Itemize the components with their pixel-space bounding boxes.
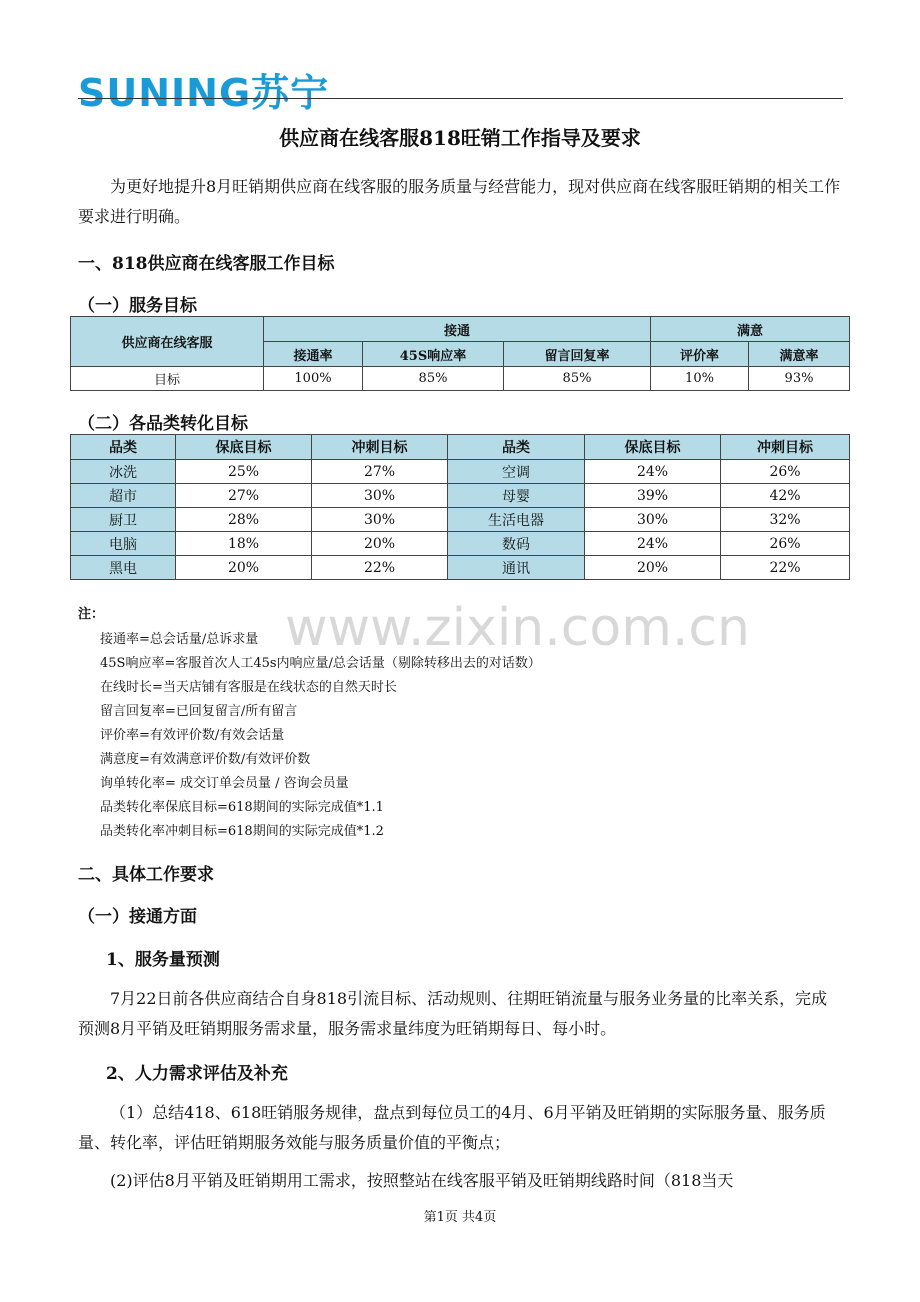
note-line: 满意度=有效满意评价数/有效评价数 xyxy=(100,752,311,767)
service-goals-table xyxy=(70,316,850,391)
table-row xyxy=(71,460,850,484)
table-cell: 30% xyxy=(312,484,448,508)
table-cell: 30% xyxy=(585,508,721,532)
table-cell: 厨卫 xyxy=(71,508,176,532)
table-header: 45S响应率 xyxy=(363,342,504,367)
staffing-heading: 2、人力需求评估及补充 xyxy=(106,1064,288,1084)
table-header: 满意率 xyxy=(749,342,850,367)
watermark: www.zixin.com.cn xyxy=(285,598,750,658)
table-cell: 100% xyxy=(264,367,363,391)
table-cell: 25% xyxy=(176,460,312,484)
note-line: 品类转化率冲刺目标=618期间的实际完成值*1.2 xyxy=(100,824,384,839)
staffing-paragraph-2: (2)评估8月平销及旺销期用工需求，按照整站在线客服平销及旺销期线路时间（818当天 xyxy=(110,1171,734,1190)
table-cell: 电脑 xyxy=(71,532,176,556)
table-cell: 32% xyxy=(721,508,850,532)
note-line: 留言回复率=已回复留言/所有留言 xyxy=(100,704,298,719)
table-row xyxy=(71,367,850,391)
forecast-heading: 1、服务量预测 xyxy=(106,950,220,970)
table-cell: 20% xyxy=(312,532,448,556)
table-cell: 93% xyxy=(749,367,850,391)
table-header: 供应商在线客服 xyxy=(71,317,264,367)
table-row xyxy=(71,508,850,532)
table-header: 接通 xyxy=(264,317,651,342)
section-2-heading: 二、具体工作要求 xyxy=(78,865,214,885)
table-header: 接通率 xyxy=(264,342,363,367)
table-header: 保底目标 xyxy=(176,435,312,460)
table-cell: 20% xyxy=(585,556,721,580)
table-header: 品类 xyxy=(448,435,585,460)
note-line: 接通率=总会话量/总诉求量 xyxy=(100,632,259,647)
table-cell: 10% xyxy=(651,367,749,391)
table-cell: 30% xyxy=(312,508,448,532)
table-cell: 42% xyxy=(721,484,850,508)
table-cell: 85% xyxy=(363,367,504,391)
table-cell: 空调 xyxy=(448,460,585,484)
section-1-heading: 一、818供应商在线客服工作目标 xyxy=(78,254,335,274)
table-header: 留言回复率 xyxy=(504,342,651,367)
table-cell: 冰洗 xyxy=(71,460,176,484)
note-line: 在线时长=当天店铺有客服是在线状态的自然天时长 xyxy=(100,680,397,695)
table-cell: 生活电器 xyxy=(448,508,585,532)
table-cell: 24% xyxy=(585,532,721,556)
table-cell: 26% xyxy=(721,532,850,556)
table-header: 满意 xyxy=(651,317,850,342)
table-cell: 27% xyxy=(176,484,312,508)
table-cell: 18% xyxy=(176,532,312,556)
connection-heading: （一）接通方面 xyxy=(78,907,197,927)
staffing-paragraph-1: （1）总结418、618旺销服务规律，盘点到每位员工的4月、6月平销及旺销期的实际服务量、服务质量、转化率，评估旺销期服务效能与服务质量价值的平衡点； xyxy=(78,1103,826,1152)
table-cell: 黑电 xyxy=(71,556,176,580)
suning-logo: SUNING苏宁 xyxy=(78,71,330,115)
intro-paragraph: 为更好地提升8月旺销期供应商在线客服的服务质量与经营能力，现对供应商在线客服旺销期的相关工作要求进行明确。 xyxy=(78,177,841,226)
note-line: 询单转化率= 成交订单会员量 / 咨询会员量 xyxy=(100,776,349,791)
table-header: 冲刺目标 xyxy=(312,435,448,460)
table-cell: 通讯 xyxy=(448,556,585,580)
table-cell: 22% xyxy=(721,556,850,580)
table-header: 评价率 xyxy=(651,342,749,367)
forecast-paragraph: 7月22日前各供应商结合自身818引流目标、活动规则、往期旺销流量与服务业务量的比率关系，完成预测8月平销及旺销期服务需求量，服务需求量纬度为旺销期每日、每小时。 xyxy=(78,989,828,1038)
table-header: 品类 xyxy=(71,435,176,460)
table-cell: 超市 xyxy=(71,484,176,508)
header-divider xyxy=(78,98,843,99)
note-line: 45S响应率=客服首次人工45s内响应量/总会话量（剔除转移出去的对话数） xyxy=(100,656,541,671)
table-cell: 24% xyxy=(585,460,721,484)
note-line: 评价率=有效评价数/有效会话量 xyxy=(100,728,285,743)
document-title: 供应商在线客服818旺销工作指导及要求 xyxy=(279,126,641,150)
category-goals-heading: （二）各品类转化目标 xyxy=(78,414,248,434)
table-cell: 85% xyxy=(504,367,651,391)
table-row xyxy=(71,556,850,580)
table-cell: 28% xyxy=(176,508,312,532)
table-row xyxy=(71,532,850,556)
table-header: 冲刺目标 xyxy=(721,435,850,460)
table-cell: 数码 xyxy=(448,532,585,556)
category-goals-table xyxy=(70,434,850,580)
table-cell: 20% xyxy=(176,556,312,580)
table-cell: 目标 xyxy=(71,367,264,391)
table-cell: 母婴 xyxy=(448,484,585,508)
table-cell: 27% xyxy=(312,460,448,484)
notes-heading: 注： xyxy=(78,607,105,622)
note-line: 品类转化率保底目标=618期间的实际完成值*1.1 xyxy=(100,800,384,815)
table-row xyxy=(71,484,850,508)
table-cell: 22% xyxy=(312,556,448,580)
table-cell: 39% xyxy=(585,484,721,508)
table-header: 保底目标 xyxy=(585,435,721,460)
page-footer: 第1页 共4页 xyxy=(423,1210,497,1225)
service-goals-heading: （一）服务目标 xyxy=(78,296,197,316)
table-cell: 26% xyxy=(721,460,850,484)
